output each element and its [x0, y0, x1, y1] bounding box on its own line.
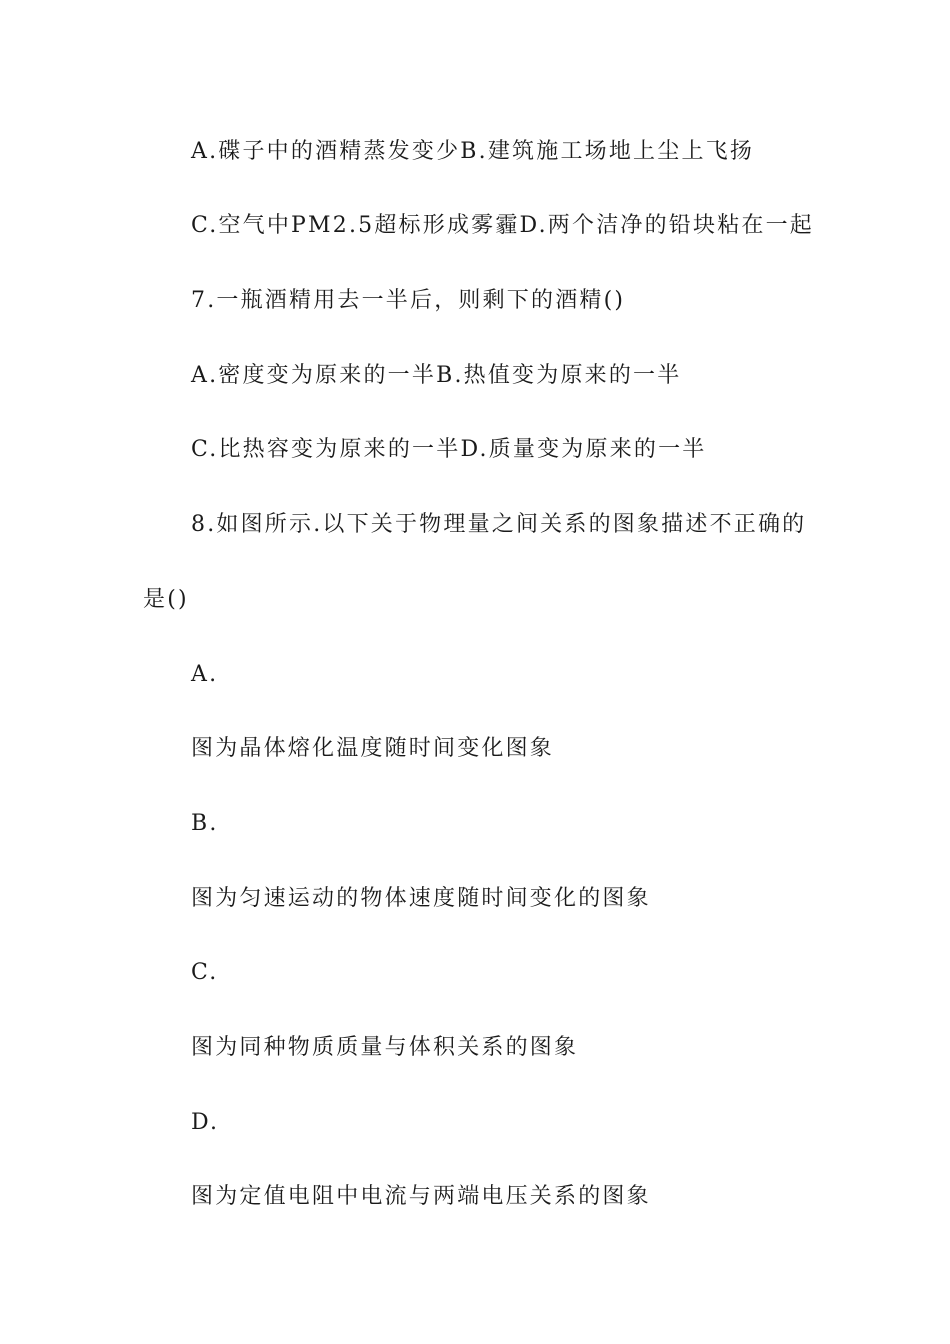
- q8-stem: 8.如图所示.以下关于物理量之间关系的图象描述不正确的: [191, 512, 807, 537]
- q8-option-c-text: 图为同种物质质量与体积关系的图象: [191, 1035, 579, 1060]
- q7-options-ab: A.密度变为原来的一半B.热值变为原来的一半: [191, 363, 682, 388]
- q8-option-d-label: D.: [191, 1110, 220, 1135]
- q8-option-a-label: A.: [191, 662, 219, 687]
- q8-option-b-text: 图为匀速运动的物体速度随时间变化的图象: [191, 886, 651, 911]
- q7-options-cd: C.比热容变为原来的一半D.质量变为原来的一半: [191, 437, 707, 462]
- q8-stem-continued: 是(): [143, 587, 189, 612]
- q6-options-ab: A.碟子中的酒精蒸发变少B.建筑施工场地上尘上飞扬: [191, 139, 755, 164]
- q8-option-d-text: 图为定值电阻中电流与两端电压关系的图象: [191, 1184, 651, 1209]
- q8-option-a-text: 图为晶体熔化温度随时间变化图象: [191, 736, 555, 761]
- q7-stem: 7.一瓶酒精用去一半后，则剩下的酒精(): [191, 288, 626, 313]
- q8-option-b-label: B.: [191, 811, 219, 836]
- q6-options-cd: C.空气中PM2.5超标形成雾霾D.两个洁净的铅块粘在一起: [191, 213, 815, 238]
- q8-option-c-label: C.: [191, 960, 219, 985]
